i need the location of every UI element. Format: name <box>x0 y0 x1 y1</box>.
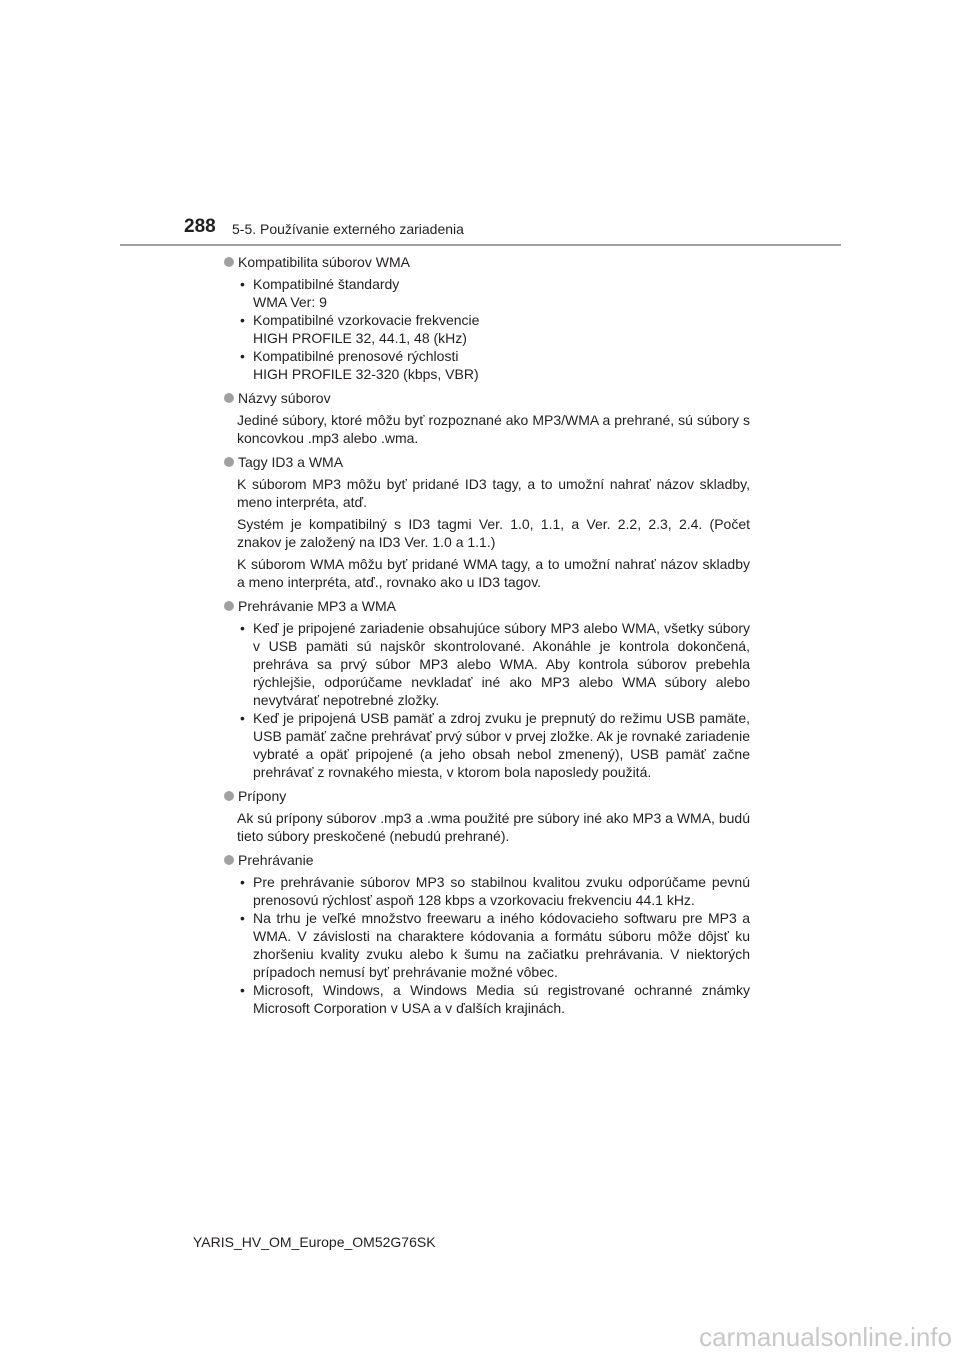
header-divider <box>120 244 841 246</box>
page-content <box>224 253 750 1023</box>
page-number: 288 <box>184 216 216 237</box>
section-heading-text: Tagy ID3 a WMA <box>238 454 344 470</box>
list-item-value: WMA Ver: 9 <box>253 294 327 310</box>
section-heading <box>224 453 750 471</box>
section-wma-compatibility <box>224 253 750 383</box>
section-playback <box>224 851 750 1017</box>
list-item-label: Kompatibilné štandardy <box>253 276 400 292</box>
bullet-list <box>237 873 750 1017</box>
list-item: • Microsoft, Windows, a Windows Media sú registrované ochranné známky Microsoft Corporation v USA a v ďalších krajinách. <box>237 981 750 1017</box>
list-item-label: Kompatibilné vzorkovacie frekvencie <box>253 312 480 328</box>
paragraph: Ak sú prípony súborov .mp3 a .wma použité pre súbory iné ako MP3 a WMA, budú tieto súbory preskočené (nebudú prehrané). <box>237 810 750 844</box>
paragraph: Systém je kompatibilný s ID3 tagmi Ver. 1.0, 1.1, a Ver. 2.2, 2.3, 2.4. (Počet znakov je založený na ID3 Ver. 1.0 a 1.1.) <box>237 516 750 550</box>
section-extensions <box>224 787 750 845</box>
bullet-dot-icon <box>224 855 234 865</box>
bullet-dot-icon <box>224 601 234 611</box>
section-heading-text: Kompatibilita súborov WMA <box>238 254 410 270</box>
section-id3-wma-tags <box>224 453 750 591</box>
bullet-list <box>237 619 750 781</box>
section-heading-text: Prípony <box>238 788 287 804</box>
bullet-dot-icon <box>224 457 234 467</box>
bullet-list <box>237 275 750 383</box>
section-heading <box>224 597 750 615</box>
paragraph: K súborom MP3 môžu byť pridané ID3 tagy, a to umožní nahrať názov skladby, meno interpréta, atď. <box>237 476 750 510</box>
paragraph: K súborom WMA môžu byť pridané WMA tagy, a to umožní nahrať názov skladby a meno interpréta, atď., rovnako ako u ID3 tagov. <box>237 556 750 590</box>
section-heading <box>224 253 750 271</box>
list-item: • Na trhu je veľké množstvo freewaru a iného kódovacieho softwaru pre MP3 a WMA. V závislosti na charaktere kódovania a formátu súboru môže dôjsť ku zhoršeniu kvality zvuku alebo k šumu na začiatku prehrávania. V niektorých prípadoch nemusí byť prehrávanie možné vôbec. <box>237 909 750 981</box>
section-heading <box>224 851 750 869</box>
list-item-value: HIGH PROFILE 32-320 (kbps, VBR) <box>253 366 479 382</box>
list-item-label: Kompatibilné prenosové rýchlosti <box>253 348 459 364</box>
list-item <box>237 275 750 311</box>
section-heading <box>224 787 750 805</box>
list-item <box>237 347 750 383</box>
bullet-dot-icon <box>224 257 234 267</box>
list-item <box>237 311 750 347</box>
section-heading-text: Prehrávanie <box>238 852 314 868</box>
document-code: YARIS_HV_OM_Europe_OM52G76SK <box>193 1234 436 1250</box>
list-item: • Keď je pripojené zariadenie obsahujúce súbory MP3 alebo WMA, všetky súbory v USB pamäti sú najskôr skontrolované. Akonáhle je kontrola dokončená, prehráva sa prvý súbor MP3 alebo WMA. Aby kontrola súborov prebehla rýchlejšie, odporúčame nevkladať iné ako MP3 alebo WMA súbory alebo nevytvárať nepotrebné zložky. <box>237 619 750 709</box>
bullet-dot-icon <box>224 791 234 801</box>
section-mp3-wma-playback <box>224 597 750 781</box>
list-item-value: HIGH PROFILE 32, 44.1, 48 (kHz) <box>253 330 467 346</box>
list-item: • Keď je pripojená USB pamäť a zdroj zvuku je prepnutý do režimu USB pamäte, USB pamäť začne prehrávať prvý súbor v prvej zložke. Ak je rovnaké zariadenie vybraté a opäť pripojené (a jeho obsah nebol zmenený), USB pamäť začne prehrávať z rovnakého miesta, v ktorom bola naposledy použitá. <box>237 709 750 781</box>
list-item: • Pre prehrávanie súborov MP3 so stabilnou kvalitou zvuku odporúčame pevnú prenosovú rýchlosť aspoň 128 kbps a vzorkovaciu frekvenciu 44.1 kHz. <box>237 873 750 909</box>
watermark: carmanualsonline.info <box>699 1322 952 1352</box>
section-heading-text: Názvy súborov <box>238 390 331 406</box>
section-file-names <box>224 389 750 447</box>
paragraph: Jediné súbory, ktoré môžu byť rozpoznané ako MP3/WMA a prehrané, sú súbory s koncovkou .mp3 alebo .wma. <box>237 412 750 446</box>
section-heading <box>224 389 750 407</box>
section-heading-text: Prehrávanie MP3 a WMA <box>238 598 396 614</box>
bullet-dot-icon <box>224 393 234 403</box>
section-title: 5-5. Používanie externého zariadenia <box>232 221 464 237</box>
